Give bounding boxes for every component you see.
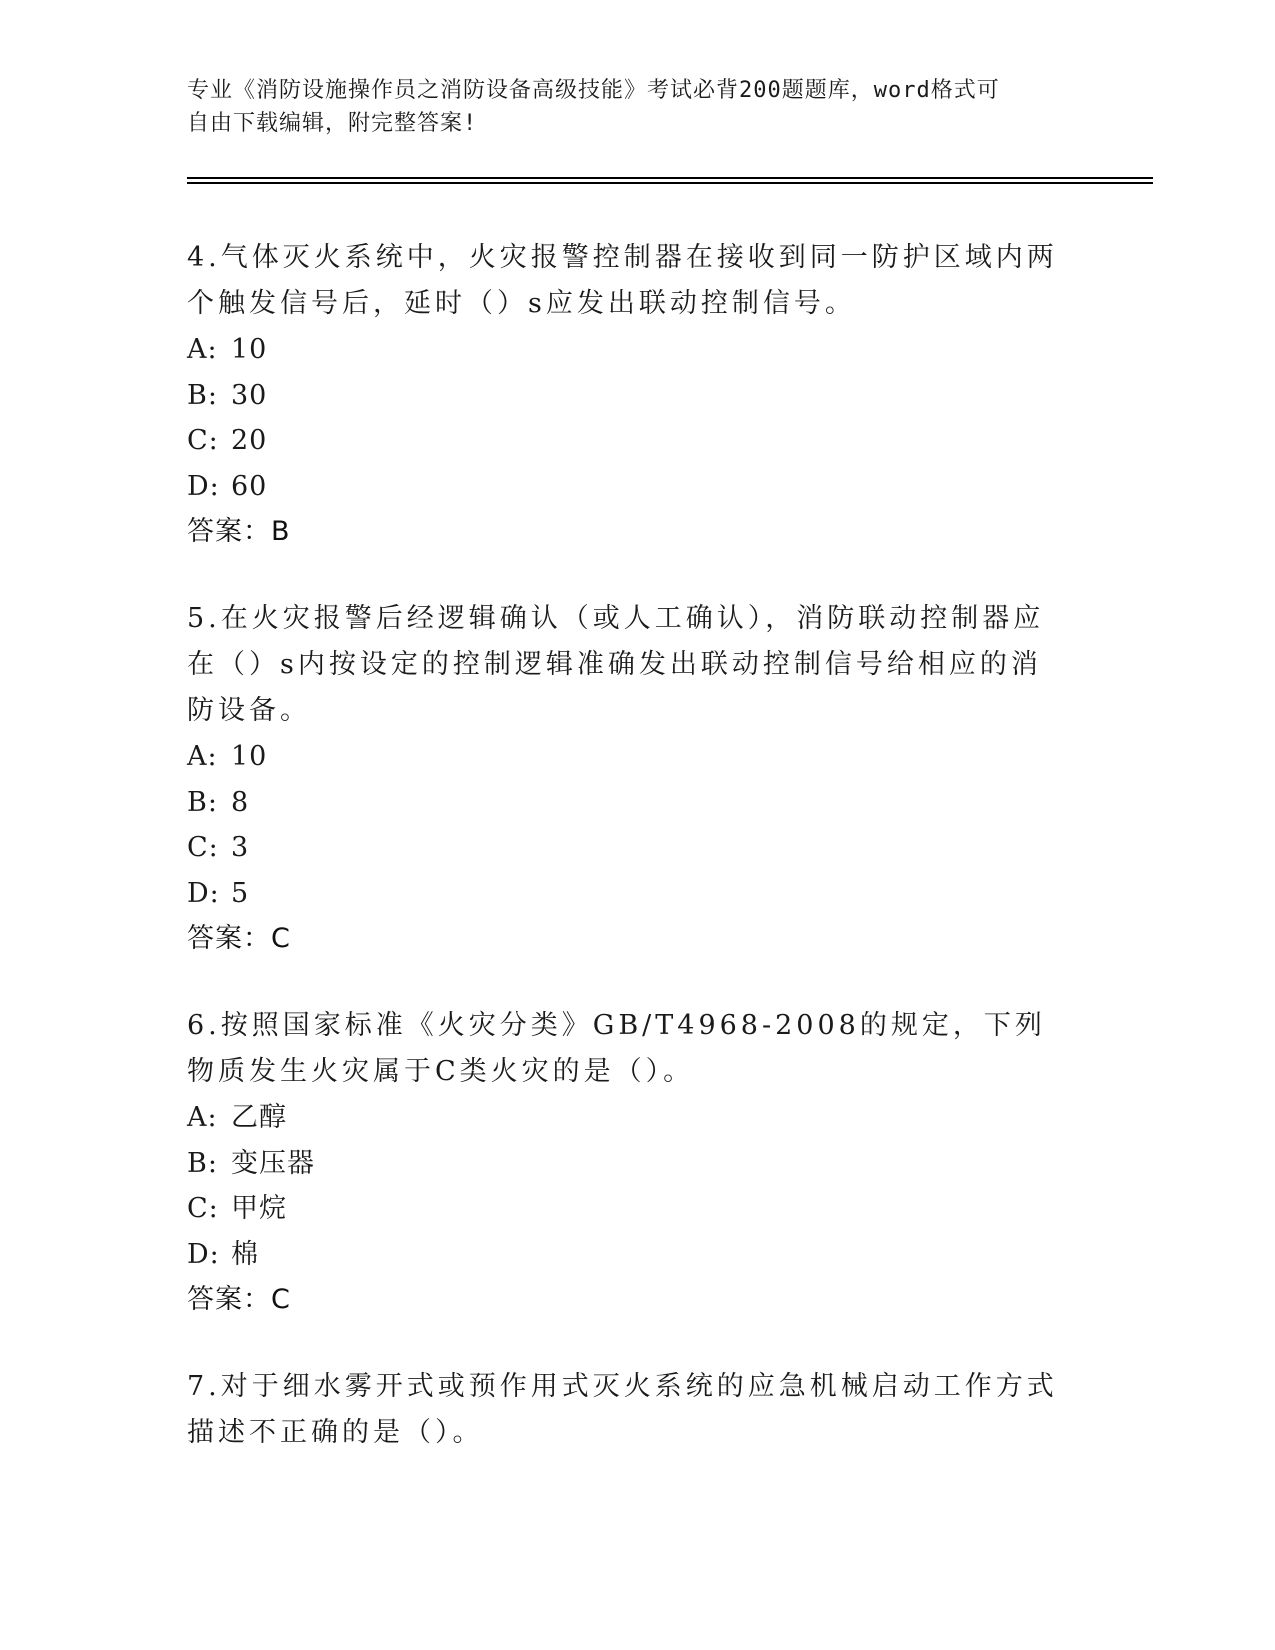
option-label: B: bbox=[187, 379, 218, 411]
question-stem: 7.对于细水雾开式或预作用式灭火系统的应急机械启动工作方式描述不正确的是（）。 bbox=[187, 1371, 1058, 1448]
option-text: 乙醇 bbox=[231, 1102, 287, 1133]
option-label: D: bbox=[187, 470, 220, 502]
option-a bbox=[187, 327, 1087, 373]
question-stem: 5.在火灾报警后经逻辑确认（或人工确认），消防联动控制器应在（）s内按设定的控制逻辑准确发出联动控制信号给相应的消防设备。 bbox=[187, 603, 1045, 726]
option-text: 10 bbox=[231, 741, 268, 772]
header-line-1: 专业《消防设施操作员之消防设备高级技能》考试必背200题题库，word格式可 bbox=[187, 78, 1000, 103]
option-label: D: bbox=[187, 1238, 220, 1270]
option-a bbox=[187, 1095, 1087, 1141]
option-label: A: bbox=[187, 741, 218, 772]
option-c bbox=[187, 825, 1087, 871]
question-4 bbox=[187, 235, 1087, 554]
option-a bbox=[187, 734, 1087, 780]
option-label: B: bbox=[187, 786, 218, 818]
answer-line: 答案：B bbox=[187, 516, 291, 547]
option-text: 10 bbox=[231, 334, 268, 365]
option-label: A: bbox=[187, 1102, 218, 1133]
question-6 bbox=[187, 1003, 1087, 1322]
question-5 bbox=[187, 596, 1087, 961]
option-label: D: bbox=[187, 877, 220, 909]
option-text: 棉 bbox=[231, 1238, 259, 1270]
option-text: 3 bbox=[231, 832, 250, 863]
option-text: 60 bbox=[231, 470, 268, 502]
question-7 bbox=[187, 1364, 1087, 1456]
answer-line: 答案：C bbox=[187, 923, 291, 954]
option-label: C: bbox=[187, 425, 219, 456]
option-label: C: bbox=[187, 832, 219, 863]
option-c bbox=[187, 418, 1087, 464]
option-d bbox=[187, 871, 1087, 917]
option-label: B: bbox=[187, 1147, 218, 1179]
option-text: 甲烷 bbox=[231, 1193, 287, 1224]
option-label: A: bbox=[187, 334, 218, 365]
option-b bbox=[187, 373, 1087, 419]
question-stem: 4.气体灭火系统中，火灾报警控制器在接收到同一防护区域内两个触发信号后，延时（）s应发出联动控制信号。 bbox=[187, 242, 1058, 319]
option-text: 8 bbox=[231, 786, 250, 818]
option-d bbox=[187, 1232, 1087, 1278]
answer-line: 答案：C bbox=[187, 1284, 291, 1315]
option-text: 20 bbox=[231, 425, 268, 456]
header-divider-top bbox=[187, 177, 1153, 179]
question-list bbox=[187, 235, 1087, 1498]
document-header bbox=[187, 74, 1067, 140]
option-b bbox=[187, 1141, 1087, 1187]
option-text: 变压器 bbox=[231, 1147, 315, 1179]
option-b bbox=[187, 780, 1087, 826]
header-line-2: 自由下载编辑，附完整答案! bbox=[187, 111, 478, 136]
option-text: 30 bbox=[231, 379, 268, 411]
option-label: C: bbox=[187, 1193, 219, 1224]
question-stem: 6.按照国家标准《火灾分类》GB/T4968-2008的规定，下列物质发生火灾属于C类火灾的是（）。 bbox=[187, 1010, 1046, 1087]
option-text: 5 bbox=[231, 877, 250, 909]
header-divider-bottom bbox=[187, 182, 1153, 184]
option-d bbox=[187, 464, 1087, 510]
option-c bbox=[187, 1186, 1087, 1232]
